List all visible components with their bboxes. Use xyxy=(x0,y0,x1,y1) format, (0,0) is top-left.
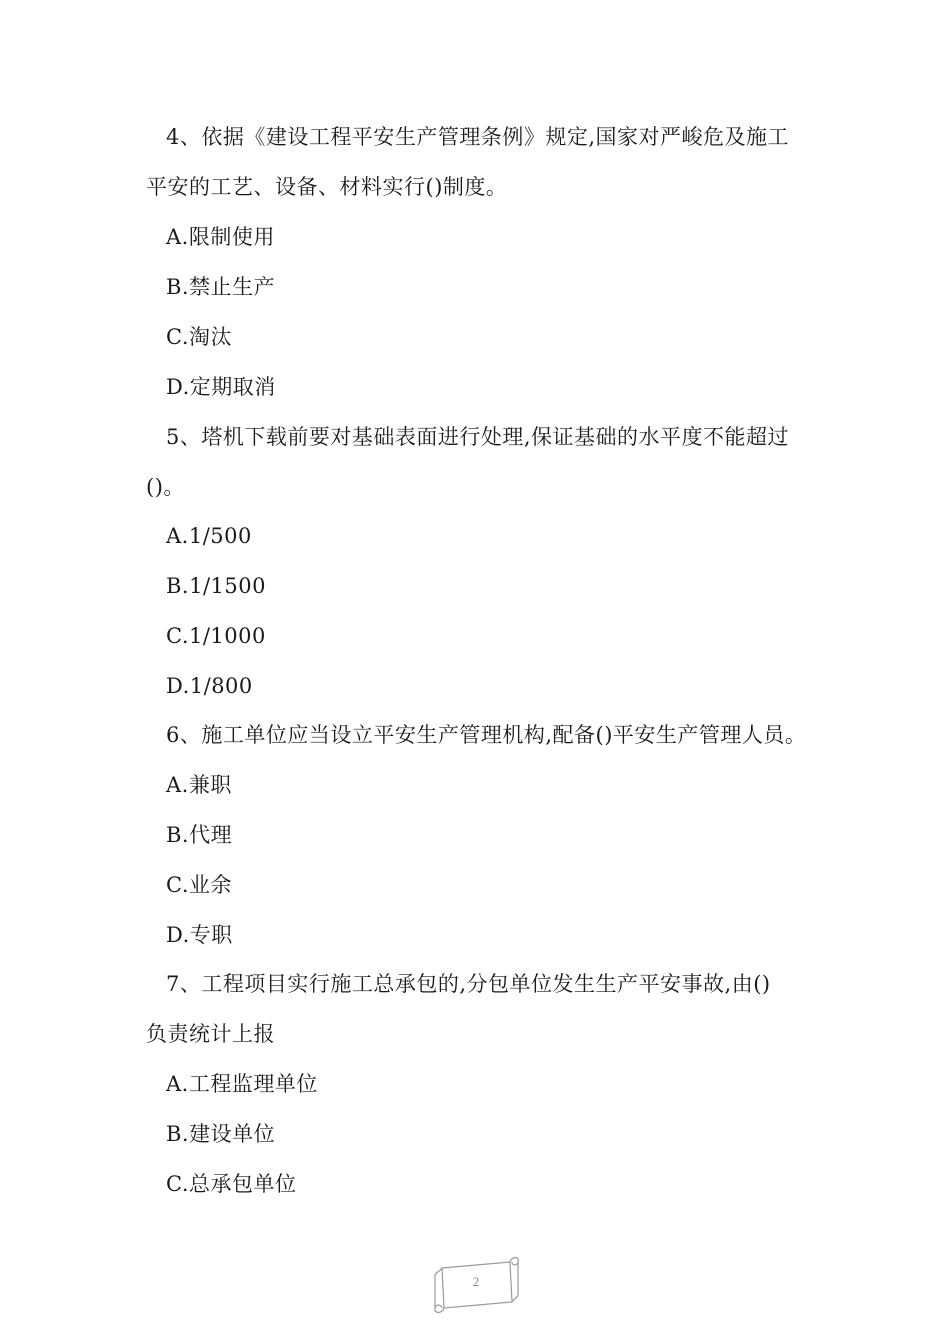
question-5-line-2: ()。 xyxy=(146,475,185,499)
question-4-option-b: B.禁止生产 xyxy=(166,275,276,299)
question-7-line-2: 负责统计上报 xyxy=(146,1022,275,1046)
question-6-line-1: 6、施工单位应当设立平安生产管理机构,配备()平安生产管理人员。 xyxy=(166,723,807,747)
question-4-option-c: C.淘汰 xyxy=(166,325,232,349)
question-4-line-2: 平安的工艺、设备、材料实行()制度。 xyxy=(146,175,508,199)
question-6-option-a: A.兼职 xyxy=(166,773,232,797)
question-7-option-c: C.总承包单位 xyxy=(166,1172,297,1196)
question-5-option-b: B.1/1500 xyxy=(166,574,266,598)
question-4-option-d: D.定期取消 xyxy=(166,375,276,399)
question-4-option-a: A.限制使用 xyxy=(166,225,275,249)
question-7-option-b: B.建设单位 xyxy=(166,1122,276,1146)
question-6-option-d: D.专职 xyxy=(166,923,233,947)
page-number-scroll xyxy=(432,1254,520,1318)
question-7-option-a: A.工程监理单位 xyxy=(166,1072,318,1096)
page-number: 2 xyxy=(472,1274,480,1289)
question-4-line-1: 4、依据《建设工程平安生产管理条例》规定,国家对严峻危及施工 xyxy=(166,125,790,149)
question-6-option-c: C.业余 xyxy=(166,873,232,897)
question-5-option-a: A.1/500 xyxy=(166,524,252,548)
question-5-option-c: C.1/1000 xyxy=(166,624,266,648)
question-5-line-1: 5、塔机下载前要对基础表面进行处理,保证基础的水平度不能超过 xyxy=(166,425,790,449)
question-6-option-b: B.代理 xyxy=(166,823,233,847)
question-7-line-1: 7、工程项目实行施工总承包的,分包单位发生生产平安事故,由() xyxy=(166,972,771,996)
question-5-option-d: D.1/800 xyxy=(166,674,253,698)
